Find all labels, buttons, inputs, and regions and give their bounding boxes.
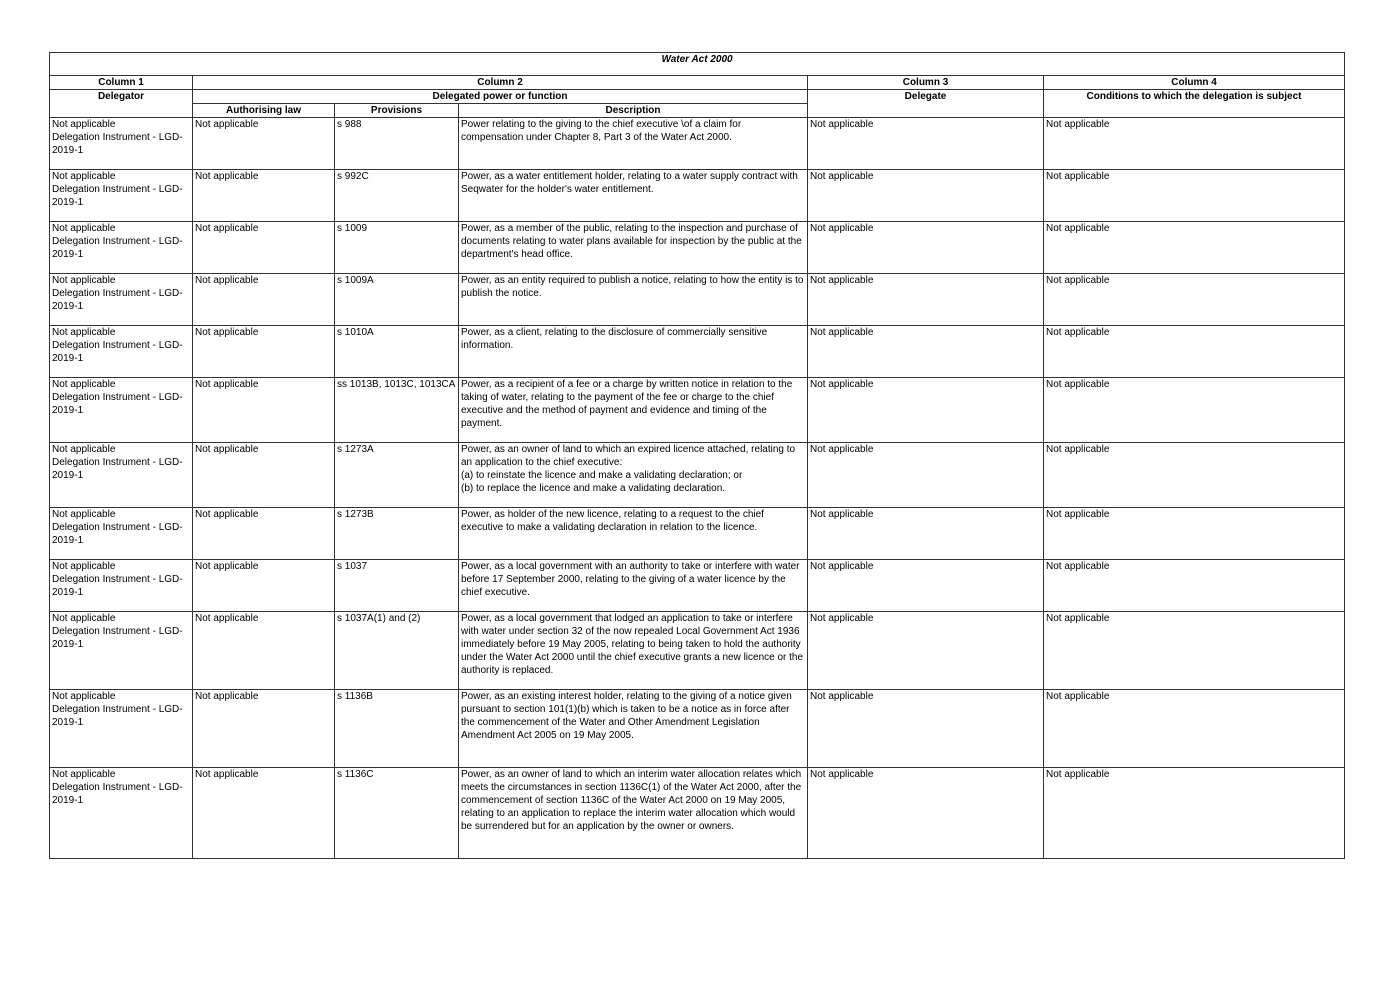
description-cell: Power, as holder of the new licence, relating to a request to the chief executive to make a validating declaration in relation to the licence. [459, 508, 808, 560]
provisions-cell: s 1009A [335, 274, 459, 326]
authorising-law-header: Authorising law [193, 104, 335, 118]
authorising-law-cell: Not applicable [193, 768, 335, 859]
authorising-law-cell: Not applicable [193, 378, 335, 443]
conditions-cell: Not applicable [1044, 170, 1345, 222]
description-cell: Power, as an owner of land to which an expired licence attached, relating to an application to the chief executive: (a) to reinstate the licence and make a validating declaration; or (b) to replace the licence and make a validating declaration. [459, 443, 808, 508]
delegator-cell: Not applicable Delegation Instrument - LGD-2019-1 [50, 690, 193, 768]
delegate-cell: Not applicable [808, 118, 1044, 170]
conditions-cell: Not applicable [1044, 118, 1345, 170]
table-row [50, 170, 1345, 222]
delegator-cell: Not applicable Delegation Instrument - LGD-2019-1 [50, 326, 193, 378]
description-cell: Power, as a water entitlement holder, relating to a water supply contract with Seqwater for the holder's water entitlement. [459, 170, 808, 222]
title-row [50, 53, 1345, 76]
delegator-cell: Not applicable Delegation Instrument - LGD-2019-1 [50, 378, 193, 443]
table-row [50, 768, 1345, 859]
delegator-cell: Not applicable Delegation Instrument - LGD-2019-1 [50, 443, 193, 508]
delegate-cell: Not applicable [808, 222, 1044, 274]
delegate-cell: Not applicable [808, 274, 1044, 326]
provisions-cell: s 1037A(1) and (2) [335, 612, 459, 690]
description-cell: Power, as a recipient of a fee or a charge by written notice in relation to the taking of water, relating to the payment of the fee or charge to the chief executive and the method of payment and evidence and timing of the payment. [459, 378, 808, 443]
delegator-header: Delegator [50, 90, 193, 118]
delegator-cell: Not applicable Delegation Instrument - LGD-2019-1 [50, 170, 193, 222]
authorising-law-cell: Not applicable [193, 274, 335, 326]
delegator-cell: Not applicable Delegation Instrument - LGD-2019-1 [50, 612, 193, 690]
conditions-cell: Not applicable [1044, 274, 1345, 326]
conditions-header: Conditions to which the delegation is subject [1044, 90, 1345, 118]
conditions-cell: Not applicable [1044, 612, 1345, 690]
authorising-law-cell: Not applicable [193, 560, 335, 612]
provisions-cell: s 1273A [335, 443, 459, 508]
conditions-cell: Not applicable [1044, 560, 1345, 612]
provisions-cell: s 1136C [335, 768, 459, 859]
authorising-law-cell: Not applicable [193, 612, 335, 690]
authorising-law-cell: Not applicable [193, 508, 335, 560]
delegator-cell: Not applicable Delegation Instrument - LGD-2019-1 [50, 274, 193, 326]
delegator-cell: Not applicable Delegation Instrument - LGD-2019-1 [50, 508, 193, 560]
provisions-cell: ss 1013B, 1013C, 1013CA [335, 378, 459, 443]
delegate-cell: Not applicable [808, 443, 1044, 508]
delegate-cell: Not applicable [808, 508, 1044, 560]
provisions-header: Provisions [335, 104, 459, 118]
column-3-header: Column 3 [808, 76, 1044, 90]
provisions-cell: s 992C [335, 170, 459, 222]
authorising-law-cell: Not applicable [193, 690, 335, 768]
delegate-cell: Not applicable [808, 612, 1044, 690]
table-row [50, 508, 1345, 560]
table-row [50, 378, 1345, 443]
provisions-cell: s 1037 [335, 560, 459, 612]
table-row [50, 118, 1345, 170]
authorising-law-cell: Not applicable [193, 118, 335, 170]
description-cell: Power, as a member of the public, relating to the inspection and purchase of documents relating to water plans available for inspection by the public at the department's head office. [459, 222, 808, 274]
table-row [50, 560, 1345, 612]
delegate-cell: Not applicable [808, 378, 1044, 443]
delegator-cell: Not applicable Delegation Instrument - LGD-2019-1 [50, 560, 193, 612]
description-cell: Power relating to the giving to the chief executive \of a claim for compensation under Chapter 8, Part 3 of the Water Act 2000. [459, 118, 808, 170]
description-cell: Power, as a local government with an authority to take or interfere with water before 17 September 2000, relating to the giving of a water licence by the chief executive. [459, 560, 808, 612]
delegator-cell: Not applicable Delegation Instrument - LGD-2019-1 [50, 118, 193, 170]
table-row [50, 690, 1345, 768]
conditions-cell: Not applicable [1044, 508, 1345, 560]
column-number-row [50, 76, 1345, 90]
conditions-cell: Not applicable [1044, 222, 1345, 274]
delegate-cell: Not applicable [808, 170, 1044, 222]
conditions-cell: Not applicable [1044, 690, 1345, 768]
description-header: Description [459, 104, 808, 118]
delegate-cell: Not applicable [808, 326, 1044, 378]
authorising-law-cell: Not applicable [193, 170, 335, 222]
subheader-row [50, 90, 1345, 104]
delegate-cell: Not applicable [808, 768, 1044, 859]
conditions-cell: Not applicable [1044, 378, 1345, 443]
column-4-header: Column 4 [1044, 76, 1345, 90]
delegator-cell: Not applicable Delegation Instrument - LGD-2019-1 [50, 222, 193, 274]
description-cell: Power, as an existing interest holder, relating to the giving of a notice given pursuant to section 101(1)(b) which is taken to be a notice as in force after the commencement of the Water and Other Amendment Legislation Amendment Act 2005 on 19 May 2005. [459, 690, 808, 768]
page-title: Water Act 2000 [50, 53, 1345, 76]
provisions-cell: s 1009 [335, 222, 459, 274]
description-cell: Power, as a client, relating to the disclosure of commercially sensitive information. [459, 326, 808, 378]
delegation-table [49, 52, 1345, 859]
table-row [50, 612, 1345, 690]
provisions-cell: s 1010A [335, 326, 459, 378]
description-cell: Power, as an owner of land to which an interim water allocation relates which meets the circumstances in section 1136C(1) of the Water Act 2000, after the commencement of section 1136C of the Water Act 2000 on 19 May 2005, relating to an application to replace the interim water allocation which would be surrendered but for an application by the owner or owners. [459, 768, 808, 859]
table-row [50, 326, 1345, 378]
delegate-cell: Not applicable [808, 560, 1044, 612]
delegate-cell: Not applicable [808, 690, 1044, 768]
conditions-cell: Not applicable [1044, 768, 1345, 859]
column-2-header: Column 2 [193, 76, 808, 90]
provisions-cell: s 988 [335, 118, 459, 170]
conditions-cell: Not applicable [1044, 326, 1345, 378]
provisions-cell: s 1273B [335, 508, 459, 560]
description-cell: Power, as a local government that lodged an application to take or interfere with water under section 32 of the now repealed Local Government Act 1936 immediately before 19 May 2005, relating to being taken to hold the authority under the Water Act 2000 until the chief executive grants a new licence or the authority is replaced. [459, 612, 808, 690]
table-row [50, 274, 1345, 326]
conditions-cell: Not applicable [1044, 443, 1345, 508]
column-1-header: Column 1 [50, 76, 193, 90]
delegator-cell: Not applicable Delegation Instrument - LGD-2019-1 [50, 768, 193, 859]
authorising-law-cell: Not applicable [193, 222, 335, 274]
delegate-header: Delegate [808, 90, 1044, 118]
provisions-cell: s 1136B [335, 690, 459, 768]
delegated-power-header: Delegated power or function [193, 90, 808, 104]
authorising-law-cell: Not applicable [193, 443, 335, 508]
authorising-law-cell: Not applicable [193, 326, 335, 378]
table-row [50, 443, 1345, 508]
table-row [50, 222, 1345, 274]
description-cell: Power, as an entity required to publish a notice, relating to how the entity is to publish the notice. [459, 274, 808, 326]
